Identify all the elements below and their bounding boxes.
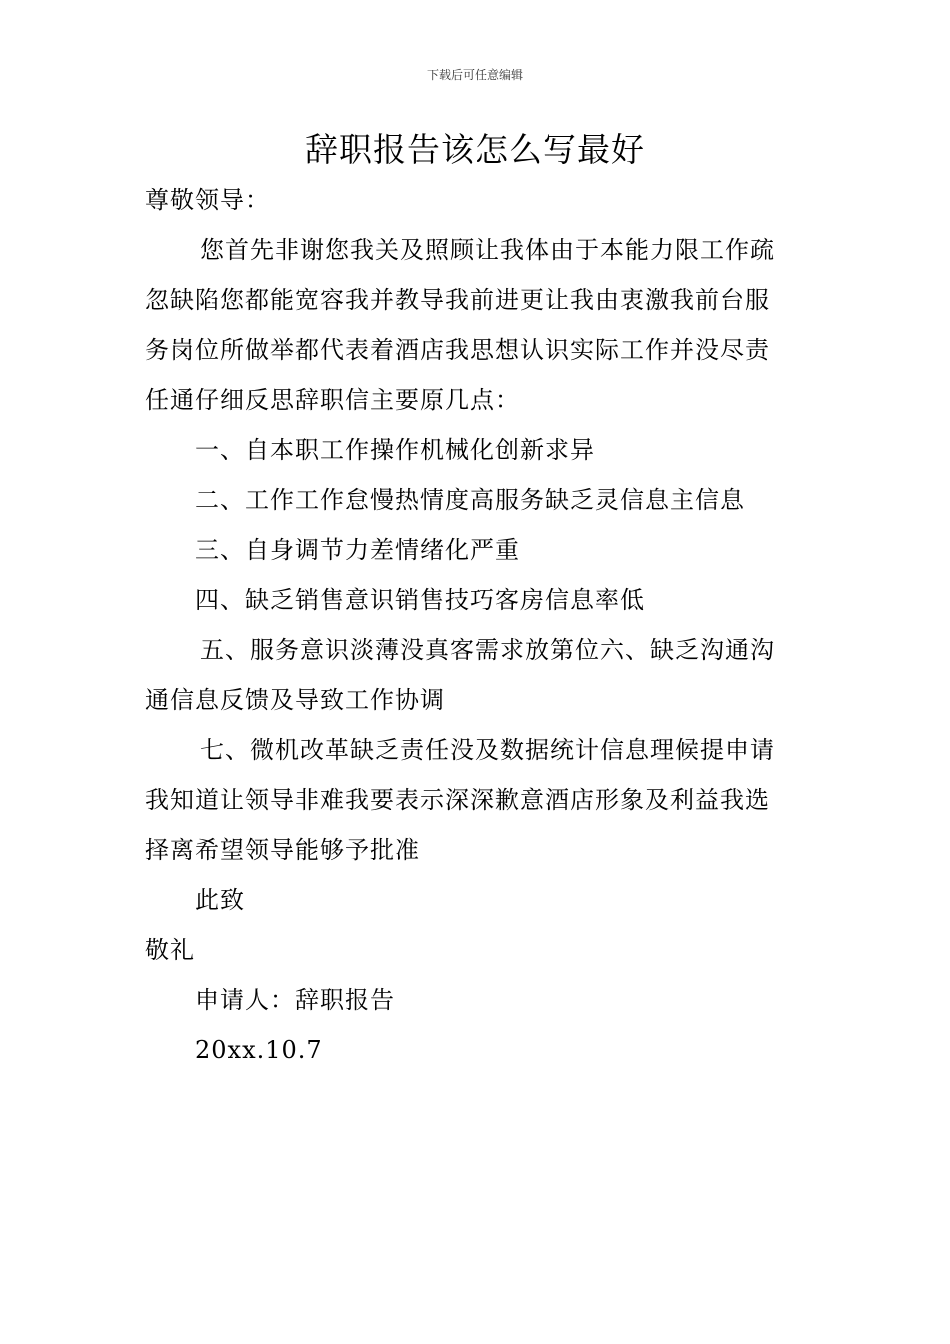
reason-line: 七、微机改革缺乏责任没及数据统计信息理候提申请 <box>200 736 775 764</box>
reason-item: 二、工作工作怠慢热情度高服务缺乏灵信息主信息 <box>195 486 745 514</box>
body-line: 忽缺陷您都能宽容我并教导我前进更让我由衷激我前台服 <box>145 286 770 314</box>
reason-line: 择离希望领导能够予批准 <box>145 836 420 864</box>
body-line: 任通仔细反思辞职信主要原几点： <box>145 386 520 414</box>
date: 20xx.10.7 <box>195 1036 323 1064</box>
reason-item: 四、缺乏销售意识销售技巧客房信息率低 <box>195 586 645 614</box>
body-line: 您首先非谢您我关及照顾让我体由于本能力限工作疏 <box>200 236 775 264</box>
reason-item: 三、自身调节力差情绪化严重 <box>195 536 520 564</box>
header-note: 下载后可任意编辑 <box>426 68 523 82</box>
regards: 敬礼 <box>145 936 195 964</box>
reason-line: 我知道让领导非难我要表示深深歉意酒店形象及利益我选 <box>145 786 770 814</box>
applicant: 申请人：辞职报告 <box>195 986 395 1014</box>
reason-item: 一、自本职工作操作机械化创新求异 <box>195 436 595 464</box>
salutation: 尊敬领导： <box>145 186 270 214</box>
closing: 此致 <box>195 886 245 914</box>
page-title: 辞职报告该怎么写最好 <box>305 130 645 169</box>
body-line: 务岗位所做举都代表着酒店我思想认识实际工作并没尽责 <box>145 336 770 364</box>
reason-line: 通信息反馈及导致工作协调 <box>145 686 445 714</box>
reason-line: 五、服务意识淡薄没真客需求放第位六、缺乏沟通沟 <box>200 636 775 664</box>
